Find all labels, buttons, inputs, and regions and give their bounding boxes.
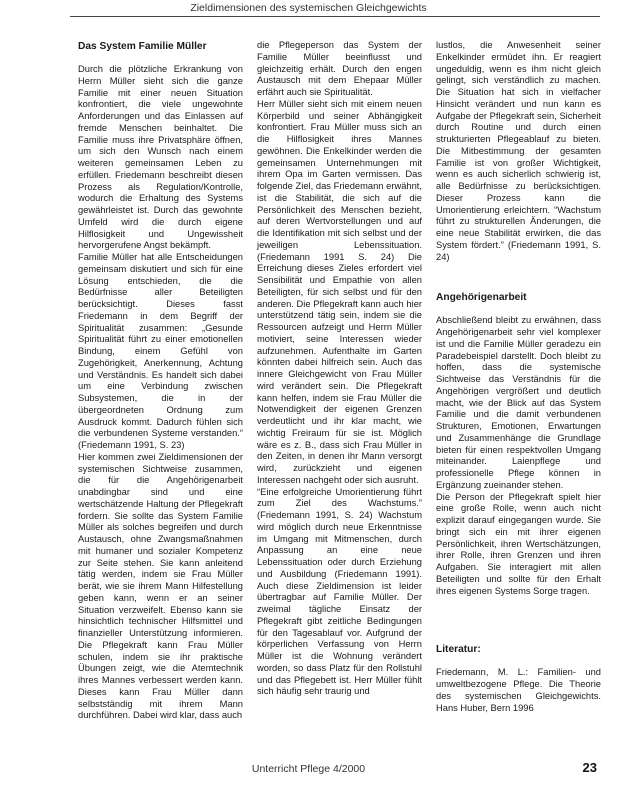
paragraph: “Eine erfolgreiche Umorientierung führt zum Ziel des Wachstums.” (Friedemann 1991, S. 24) Wachstum wird möglich durch neue Erkenntnisse im Umgang mit Mitmenschen, durch Anpassung an eine neue Lebenssituation oder durch Erziehung und Ausbildung (Friedemann 1991). Auch diese Zieldimension ist leider übertragbar auf Familie Müller. Der zweimal tägliche Einsatz der Pflegekraft gibt zeitliche Bedingungen für den Tagesablauf vor. Aufgrund der körperlichen Verfassung von Herrn Müller ist die Wohnung verändert worden, so dass Platz für den Rollstuhl und das Pflegebett ist. Herr Müller fühlt sich häufig sehr traurig und [257,486,422,697]
running-header: Zieldimensionen des systemischen Gleichgewichts [190,2,427,14]
header-rule [70,16,600,17]
article-body [78,40,602,755]
section-heading-angehoerigenarbeit: Angehörigenarbeit [436,292,527,304]
paragraph: Abschließend bleibt zu erwähnen, dass Angehörigenarbeit sehr viel komplexer ist und die Familie Müller geradezu ein Paradebeispiel darstellt. Doch bleibt zu hoffen, dass die systemische Sichtweise das Verständnis für die Angehörigen vergrößert und deutlich macht, wie der Blick auf das System Familie und die damit verbundenen Strukturen, Emotionen, Erwartungen und Zusammenhänge die Grundlage bieten für einen respektvollen Umgang miteinander. Laienpflege und professionelle Pflege können in Ergänzung zueinander stehen. [436,315,601,490]
paragraph: Hier kommen zwei Zieldimensionen der systemischen Sichtweise zusammen, die für die Angehörigenarbeit unabdingbar sind und eine wertschätzende Haltung der Pflegekraft fordern. Sie sollte das System Familie Müller als solches begreifen und durch Austausch, ohne Zwangsmaßnahmen mit humaner und sozialer Kompetenz zur Seite stehen. Sie kann anleitend tätig werden, indem sie Frau Müller berät, wie sie ihrem Mann Hilfestellung geben kann, wenn er an seiner Situation verzweifelt. Ebenso kann sie hinsichtlich technischer Hilfsmittel und finanzieller Unterstützung informieren. Die Pflegekraft kann Frau Müller schulen, indem sie ihr praktische Übungen zeigt, wie die Atemtechnik ihres Mannes verbessert werden kann. Dieses kann Frau Müller dann selbstständig mit ihrem Mann durchführen. Dabei wird klar, dass auch [78,451,243,721]
section-heading-literatur: Literatur: [436,644,481,656]
section-heading-familie-mueller: Das System Familie Müller [78,41,207,52]
paragraph: die Pflegeperson das System der Familie Müller beeinflusst und gleichzeitig erhält. Durch den engen Austausch mit dem Ehepaar Müller erfährt auch sie Spiritualität. [257,40,422,97]
paragraph: Die Person der Pflegekraft spielt hier eine große Rolle, wenn auch nicht explizit darauf eingegangen wurde. Sie bringt sich ein mit ihrer eigenen Persönlichkeit, ihren Wertschätzungen, ihrer Rolle, ihren Grenzen und ihren Aufgaben. Sie interagiert mit allen Beteiligten und sollte für den Erhalt ihres eigenen Systems Sorge tragen. [436,491,601,596]
spacer [78,53,243,64]
page-number: 23 [582,760,597,775]
spacer [436,304,601,315]
paragraph: Familie Müller hat alle Entscheidungen gemeinsam diskutiert und sich für eine Lösung entschieden, die die Bedürfnisse aller Beteiligten berücksichtigt. Dieses fasst Friedemann in dem Begriff der Spiritualität zusammen: „Gesunde Spiritualität führt zu einer emotionellen Bindung, einem Gefühl von Zugehörigkeit, Anerkennung, Achtung und Verständnis. Es handelt sich dabei um eine Verbindung zwischen Subsystemen, die in der übergeordneten Ordnung zum Ausdruck kommt. Dadurch fühlen sich die verbundenen Systeme verstanden.“ (Friedemann 1991, S. 23) [78,252,243,450]
paragraph: Durch die plötzliche Erkrankung von Herrn Müller sieht sich die ganze Familie mit einer neuen Situation konfrontiert, die viele ungewohnte Anforderungen und das Einlassen auf fremde Menschen beinhaltet. Die Familie muss ihre Privatsphäre öffnen, um sich den Wunsch nach einem weiteren gemeinsamen Leben zu erfüllen. Friedemann beschreibt diesen Prozess als Regulation/Kontrolle, wodurch die Erhaltung des Systems gewährleistet ist. Durch das gewohnte Umfeld wird die durch eigene Hilflosigkeit und Ungewissheit hervorgerufene Angst bekämpft. [78,64,243,251]
reference-entry: Friedemann, M. L.: Familien- und umweltbezogene Pflege. Die Theorie des systemischen Gleichgewichts. Hans Huber, Bern 1996 [436,667,601,713]
spacer [436,597,601,643]
column-3 [436,40,601,755]
column-2 [257,40,422,755]
spacer [436,656,601,667]
paragraph: lustlos, die Anwesenheit seiner Enkelkinder ermüdet ihn. Er reagiert ungeduldig, wenn es ihm nicht gleich gelingt, sich verständlich zu machen. Die Situation hat sich in vielfacher Hinsicht verändert und nun kann es Aufgabe der Pflegekraft sein, Sicherheit durch Routine und durch einen strukturierten Pflegeablauf zu bieten. Die Mitbestimmung der gesamten Familie ist von großer Wichtigkeit, wenn es auch sicherlich schwierig ist, alle Bedürfnisse zu berücksichtigen. Dieser Prozess kann die Umorientierung erleichtern. “Wachstum führt zu strukturellen Änderungen, die eine neue Stabilität erwirken, die das System fördert.” (Friedemann 1991, S. 24) [436,40,601,262]
paragraph: Herr Müller sieht sich mit einem neuen Körperbild und seiner Abhängigkeit konfrontiert. Frau Müller muss sich an die Hilflosigkeit ihres Mannes gewöhnen. Die Enkelkinder werden die gemeinsamen Unternehmungen mit ihrem Opa im Garten vermissen. Das folgende Ziel, das Friedemann erwähnt, ist die Stabilität, die sich auf die Persönlichkeit des Menschen bezieht, auf deren Wertvorstellungen und auf die Identifikation mit sich selbst und der jeweiligen Lebenssituation. (Friedemann 1991 S. 24) Die Erreichung dieses Zieles erfordert viel Sensibilität und Empathie von allen Beteiligten, für sich selbst und für den anderen. Die Pflegekraft kann auch hier unterstützend tätig sein, indem sie die Ressourcen aufzeigt und Herrn Müller motiviert, seine Interessen wieder aufzunehmen. Aufenthalte im Garten könnten dabei hilfreich sein. Auch das innere Gleichgewicht von Frau Müller wird verändert sein. Die Pflegekraft kann helfen, indem sie Frau Müller die Notwendigkeit der eigenen Grenzen verdeutlicht und ihr klar macht, wie wichtig Freiraum für sie ist. Möglich wäre es z. B., dass sich Frau Müller in den Zeiten, in denen ihr Mann versorgt wird, zurückzieht und eigenen Interessen nachgeht oder sich ausruht. [257,98,422,485]
footer-journal: Unterricht Pflege 4/2000 [251,763,366,775]
column-1 [78,40,243,755]
spacer [436,263,601,291]
